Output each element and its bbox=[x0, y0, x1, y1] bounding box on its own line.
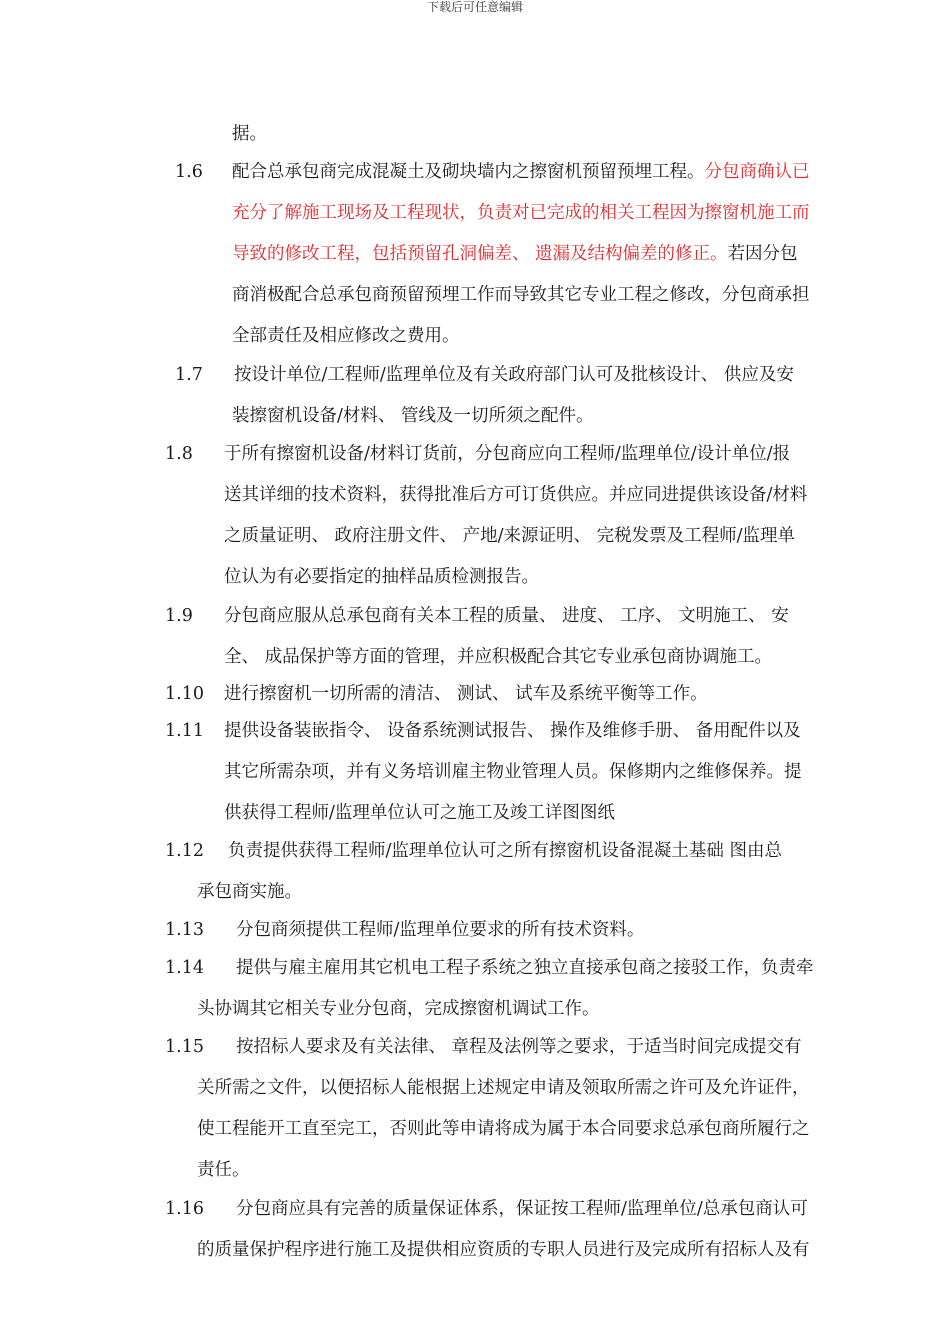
item-1-15-line-4: 责任。 bbox=[197, 1160, 250, 1180]
item-1-16-line-2: 的质量保护程序进行施工及提供相应资质的专职人员进行及完成所有招标人及有 bbox=[197, 1240, 810, 1260]
item-1-7-line-2: 装擦窗机设备/材料、 管线及一切所须之配件。 bbox=[232, 406, 594, 426]
item-1-15-line-3: 使工程能开工直至完工，否则此等申请将成为属于本合同要求总承包商所履行之 bbox=[197, 1119, 810, 1139]
item-1-11-line-1: 提供设备装嵌指令、 设备系统测试报告、 操作及维修手册、 备用配件以及 bbox=[224, 721, 801, 741]
item-number-1-7: 1.7 bbox=[175, 365, 203, 385]
item-1-8-line-1: 于所有擦窗机设备/材料订货前，分包商应向工程师/监理单位/设计单位/报 bbox=[224, 444, 791, 464]
item-number-1-6: 1.6 bbox=[175, 162, 203, 182]
item-number-1-11: 1.11 bbox=[165, 721, 204, 741]
item-1-6-line-3-highlight: 导致的修改工程，包括预留孔洞偏差、 遗漏及结构偏差的修正。 bbox=[232, 244, 728, 264]
page-header: 下载后可任意编辑 bbox=[426, 0, 523, 14]
item-1-7-line-1: 按设计单位/工程师/监理单位及有关政府部门认可及批核设计、 供应及安 bbox=[234, 365, 794, 385]
item-number-1-9: 1.9 bbox=[165, 606, 193, 626]
item-1-11-line-3: 供获得工程师/监理单位认可之施工及竣工详图图纸 bbox=[224, 803, 615, 823]
item-number-1-14: 1.14 bbox=[165, 958, 204, 978]
item-1-6-line-4: 商消极配合总承包商预留预埋工作而导致其它专业工程之修改，分包商承担 bbox=[232, 285, 810, 305]
item-1-15-line-1: 按招标人要求及有关法律、 章程及法例等之要求，于适当时间完成提交有 bbox=[236, 1037, 802, 1057]
item-number-1-10: 1.10 bbox=[165, 684, 204, 704]
item-1-14-line-1: 提供与雇主雇用其它机电工程子系统之独立直接承包商之接驳工作，负责牵 bbox=[236, 958, 814, 978]
item-number-1-16: 1.16 bbox=[165, 1199, 204, 1219]
item-1-6-line-1-text: 配合总承包商完成混凝土及砌块墙内之擦窗机预留预埋工程。 bbox=[232, 162, 705, 182]
item-number-1-8: 1.8 bbox=[165, 444, 193, 464]
item-1-10-line-1: 进行擦窗机一切所需的清洁、 测试、 试车及系统平衡等工作。 bbox=[224, 684, 708, 704]
item-1-12-line-2: 承包商实施。 bbox=[197, 882, 302, 902]
item-1-6-line-5: 全部责任及相应修改之费用。 bbox=[232, 326, 460, 346]
item-1-6-line-2: 充分了解施工现场及工程现状，负责对已完成的相关工程因为擦窗机施工而 bbox=[232, 203, 810, 223]
item-1-6-line-3 bbox=[232, 242, 798, 266]
intro-line: 据。 bbox=[232, 124, 267, 144]
item-number-1-13: 1.13 bbox=[165, 920, 204, 940]
item-1-9-line-2: 全、 成品保护等方面的管理，并应积极配合其它专业承包商协调施工。 bbox=[224, 647, 773, 667]
item-1-16-line-1: 分包商应具有完善的质量保证体系，保证按工程师/监理单位/总承包商认可 bbox=[236, 1199, 808, 1219]
item-1-8-line-2: 送其详细的技术资料，获得批准后方可订货供应。并应同进提供该设备/材料 bbox=[224, 485, 808, 505]
item-1-6-line-3-text: 若因分包 bbox=[727, 244, 798, 264]
item-1-14-line-2: 头协调其它相关专业分包商，完成擦窗机调试工作。 bbox=[197, 999, 600, 1019]
item-1-6-line-1-highlight: 分包商确认已 bbox=[704, 162, 810, 182]
item-1-8-line-4: 位认为有必要指定的抽样品质检测报告。 bbox=[224, 567, 539, 587]
item-number-1-15: 1.15 bbox=[165, 1037, 204, 1057]
item-1-13-line-1: 分包商须提供工程师/监理单位要求的所有技术资料。 bbox=[236, 920, 645, 940]
item-1-12-line-1: 负责提供获得工程师/监理单位认可之所有擦窗机设备混凝土基础 图由总 bbox=[228, 841, 782, 861]
item-1-9-line-1: 分包商应服从总承包商有关本工程的质量、 进度、 工序、 文明施工、 安 bbox=[224, 606, 789, 626]
item-1-6-line-1 bbox=[232, 160, 868, 184]
item-number-1-12: 1.12 bbox=[165, 841, 204, 861]
item-1-11-line-2: 其它所需杂项，并有义务培训雇主物业管理人员。保修期内之维修保养。提 bbox=[224, 762, 802, 782]
item-1-8-line-3: 之质量证明、 政府注册文件、 产地/来源证明、 完税发票及工程师/监理单 bbox=[224, 526, 795, 546]
item-1-15-line-2: 关所需之文件，以便招标人能根据上述规定申请及领取所需之许可及允许证件， bbox=[197, 1078, 810, 1098]
